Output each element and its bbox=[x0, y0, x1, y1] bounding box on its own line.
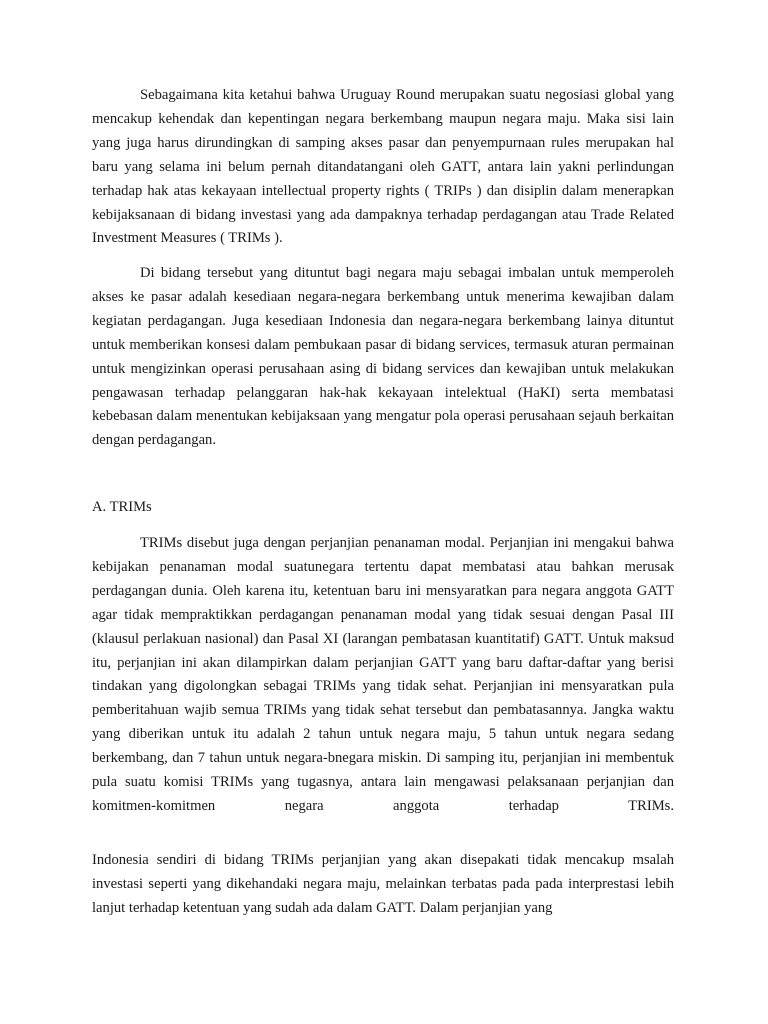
paragraph-negara-maju-obligations: Di bidang tersebut yang dituntut bagi negara maju sebagai imbalan untuk memperoleh akses ke pasar adalah kesediaan negara-negara berkembang untuk menerima kewajiban dalam kegiatan perdagangan. Juga kesediaan Indonesia dan negara-negara berkembang lainya dituntut untuk memberikan konsesi dalam pembukaan pasar di bidang services, termasuk aturan permainan untuk mengizinkan operasi perusahaan asing di bidang services dan kewajiban untuk melakukan pengawasan terhadap pelanggaran hak-hak kekayaan intelektual (HaKI) serta membatasi kebebasan dalam menentukan kebijaksaan yang mengatur pola operasi perusahaan sejauh berkaitan dengan perdagangan. bbox=[92, 265, 674, 449]
paragraph-uruguay-round: Sebagaimana kita ketahui bahwa Uruguay Round merupakan suatu negosiasi global yang mencakup kehendak dan kepentingan negara berkembang maupun negara maju. Maka sisi lain yang juga harus dirundingkan di samping akses pasar dan penyempurnaan rules merupakan hal baru yang selama ini belum pernah ditandatangani oleh GATT, antara lain yakni perlindungan terhadap hak atas kekayaan intellectual property rights ( TRIPs ) dan disiplin dalam menerapkan kebijaksanaan di bidang investasi yang ada dampaknya terhadap perdagangan atau Trade Related Investment Measures ( TRIMs ). bbox=[92, 87, 674, 247]
section-heading-trims: A. TRIMs bbox=[92, 499, 152, 515]
paragraph-trims-definition: TRIMs disebut juga dengan perjanjian penanaman modal. Perjanjian ini mengakui bahwa kebijakan penanaman modal suatunegara tertentu dapat membatasi atau bahkan merusak perdagangan dunia. Oleh karena itu, ketentuan baru ini mensyaratkan para negara anggota GATT agar tidak mempraktikkan perdagangan penanaman modal yang tidak sesuai dengan Pasal III (klausul perlakuan nasional) dan Pasal XI (larangan pembatasan kuantitatif) GATT. Untuk maksud itu, perjanjian ini akan dilampirkan dalam perjanjian GATT yang baru daftar-daftar yang berisi tindakan yang digolongkan sebagai TRIMs yang tidak sehat. Perjanjian ini mensyaratkan pula pemberitahuan wajib semua TRIMs yang tidak sehat tersebut dan pembatasannya. Jangka waktu yang diberikan untuk itu adalah 2 tahun untuk negara maju, 5 tahun untuk negara sedang berkembang, dan 7 tahun untuk negara-bnegara miskin. Di samping itu, perjanjian ini membentuk pula suatu komisi TRIMs yang tugasnya, antara lain mengawasi pelaksanaan perjanjian dan komitmen-komitmen negara anggota terhadap TRIMs. bbox=[92, 535, 674, 814]
paragraph-indonesia-trims: Indonesia sendiri di bidang TRIMs perjanjian yang akan disepakati tidak mencakup msalah investasi seperti yang dikehandaki negara maju, melainkan terbatas pada pada interprestasi lebih lanjut terhadap ketentuan yang sudah ada dalam GATT. Dalam perjanjian yang bbox=[92, 852, 674, 916]
